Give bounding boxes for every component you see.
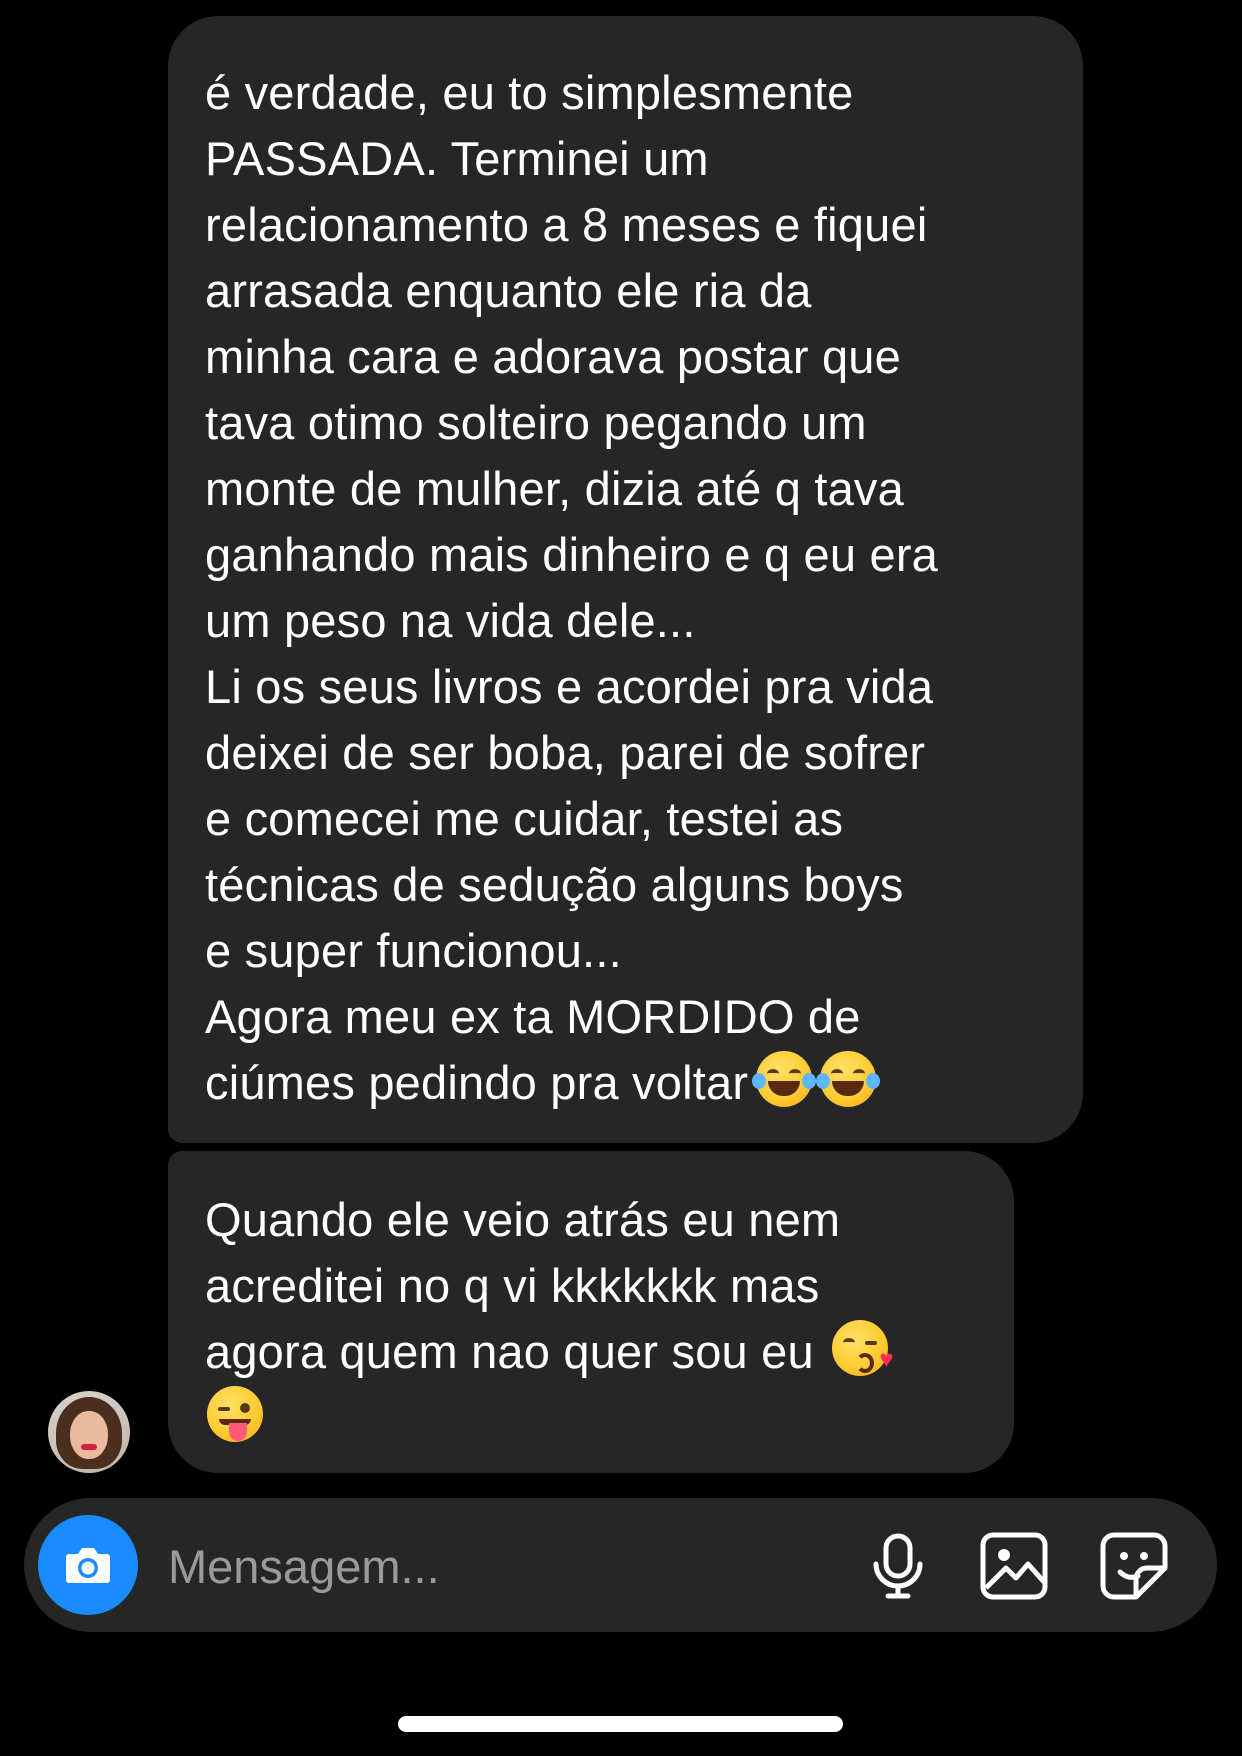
face-blowing-a-kiss-icon: ♥ bbox=[832, 1320, 888, 1376]
message-composer bbox=[24, 1498, 1217, 1632]
camera-icon bbox=[65, 1545, 111, 1585]
message-text-line: Agora meu ex ta MORDIDO de ciúmes pedindo pra voltar bbox=[205, 990, 861, 1109]
winking-face-with-tongue-icon bbox=[207, 1386, 263, 1442]
microphone-icon[interactable] bbox=[860, 1528, 936, 1604]
face-with-tears-of-joy-icon bbox=[820, 1051, 876, 1107]
face-with-tears-of-joy-icon bbox=[756, 1051, 812, 1107]
message-bubble[interactable] bbox=[168, 16, 1083, 1143]
message-text bbox=[205, 984, 1043, 1116]
camera-button[interactable] bbox=[38, 1515, 138, 1615]
message-bubble[interactable] bbox=[168, 1151, 1014, 1473]
gallery-icon[interactable] bbox=[976, 1528, 1052, 1604]
message-text-line: Quando ele veio atrás eu nem acreditei no q vi kkkkkkk mas agora quem nao quer sou eu bbox=[205, 1193, 841, 1378]
avatar-face bbox=[70, 1411, 108, 1459]
message-input[interactable] bbox=[168, 1538, 728, 1594]
message-text bbox=[205, 1187, 974, 1451]
home-indicator[interactable] bbox=[398, 1716, 843, 1732]
avatar-lips bbox=[81, 1444, 97, 1450]
message-text: é verdade, eu to simplesmente PASSADA. Terminei um relacionamento a 8 meses e fiquei arrasada enquanto ele ria da minha cara e adorava postar que tava otimo solteiro pegando um monte de mulher, dizia até q tava ganhando mais dinheiro e q eu era um peso na vida dele... bbox=[205, 66, 939, 647]
message-text: Li os seus livros e acordei pra vida deixei de ser boba, parei de sofrer e comecei me cuidar, testei as técnicas de sedução alguns boys e super funcionou... bbox=[205, 660, 934, 977]
sticker-icon[interactable] bbox=[1096, 1528, 1172, 1604]
sender-avatar[interactable] bbox=[48, 1391, 130, 1473]
